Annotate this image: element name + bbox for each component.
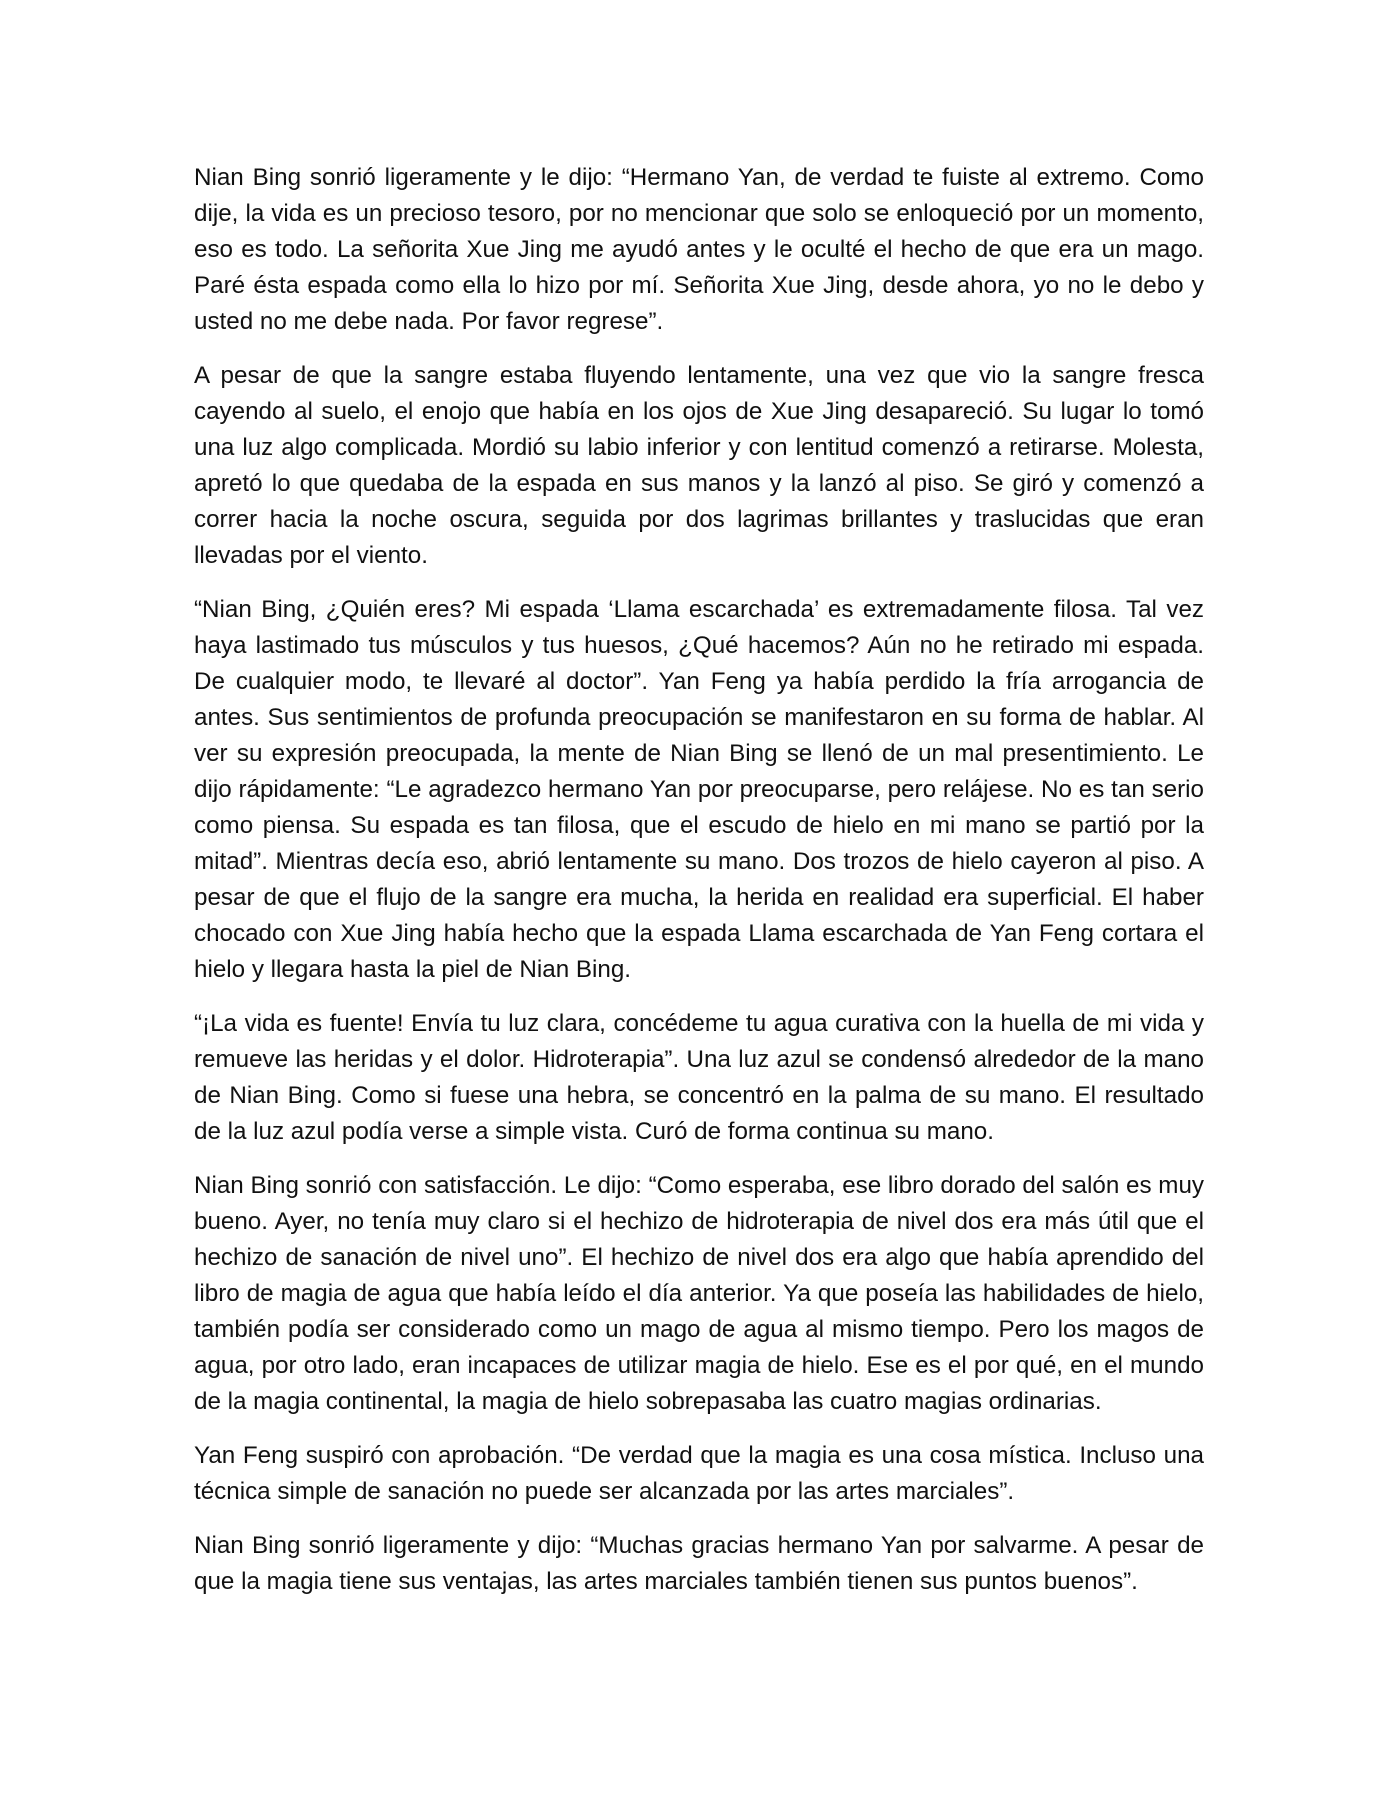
paragraph-2: A pesar de que la sangre estaba fluyendo lentamente, una vez que vio la sangre fresca cayendo al suelo, el enojo que había en los ojos de Xue Jing desapareció. Su lugar lo tomó una luz algo complicada. Mordió su labio inferior y con lentitud comenzó a retirarse. Molesta, apretó lo que quedaba de la espada en sus manos y la lanzó al piso. Se giró y comenzó a correr hacia la noche oscura, seguida por dos lagrimas brillantes y traslucidas que eran llevadas por el viento. [194,362,1204,569]
document-body [194,160,1204,1618]
paragraph-1: Nian Bing sonrió ligeramente y le dijo: “Hermano Yan, de verdad te fuiste al extremo. Como dije, la vida es un precioso tesoro, por no mencionar que solo se enloqueció por un momento, eso es todo. La señorita Xue Jing me ayudó antes y le oculté el hecho de que era un mago. Paré ésta espada como ella lo hizo por mí. Señorita Xue Jing, desde ahora, yo no le debo y usted no me debe nada. Por favor regrese”. [194,164,1204,335]
paragraph-3: “Nian Bing, ¿Quién eres? Mi espada ‘Llama escarchada’ es extremadamente filosa. Tal vez haya lastimado tus músculos y tus huesos, ¿Qué hacemos? Aún no he retirado mi espada. De cualquier modo, te llevaré al doctor”. Yan Feng ya había perdido la fría arrogancia de antes. Sus sentimientos de profunda preocupación se manifestaron en su forma de hablar. Al ver su expresión preocupada, la mente de Nian Bing se llenó de un mal presentimiento. Le dijo rápidamente: “Le agradezco hermano Yan por preocuparse, pero relájese. No es tan serio como piensa. Su espada es tan filosa, que el escudo de hielo en mi mano se partió por la mitad”. Mientras decía eso, abrió lentamente su mano. Dos trozos de hielo cayeron al piso. A pesar de que el flujo de la sangre era mucha, la herida en realidad era superficial. El haber chocado con Xue Jing había hecho que la espada Llama escarchada de Yan Feng cortara el hielo y llegara hasta la piel de Nian Bing. [194,596,1204,983]
paragraph-6: Yan Feng suspiró con aprobación. “De verdad que la magia es una cosa mística. Incluso una técnica simple de sanación no puede ser alcanzada por las artes marciales”. [194,1442,1204,1505]
paragraph-7: Nian Bing sonrió ligeramente y dijo: “Muchas gracias hermano Yan por salvarme. A pesar de que la magia tiene sus ventajas, las artes marciales también tienen sus puntos buenos”. [194,1532,1204,1595]
paragraph-5: Nian Bing sonrió con satisfacción. Le dijo: “Como esperaba, ese libro dorado del salón es muy bueno. Ayer, no tenía muy claro si el hechizo de hidroterapia de nivel dos era más útil que el hechizo de sanación de nivel uno”. El hechizo de nivel dos era algo que había aprendido del libro de magia de agua que había leído el día anterior. Ya que poseía las habilidades de hielo, también podía ser considerado como un mago de agua al mismo tiempo. Pero los magos de agua, por otro lado, eran incapaces de utilizar magia de hielo. Ese es el por qué, en el mundo de la magia continental, la magia de hielo sobrepasaba las cuatro magias ordinarias. [194,1172,1204,1415]
paragraph-4: “¡La vida es fuente! Envía tu luz clara, concédeme tu agua curativa con la huella de mi vida y remueve las heridas y el dolor. Hidroterapia”. Una luz azul se condensó alrededor de la mano de Nian Bing. Como si fuese una hebra, se concentró en la palma de su mano. El resultado de la luz azul podía verse a simple vista. Curó de forma continua su mano. [194,1010,1204,1145]
